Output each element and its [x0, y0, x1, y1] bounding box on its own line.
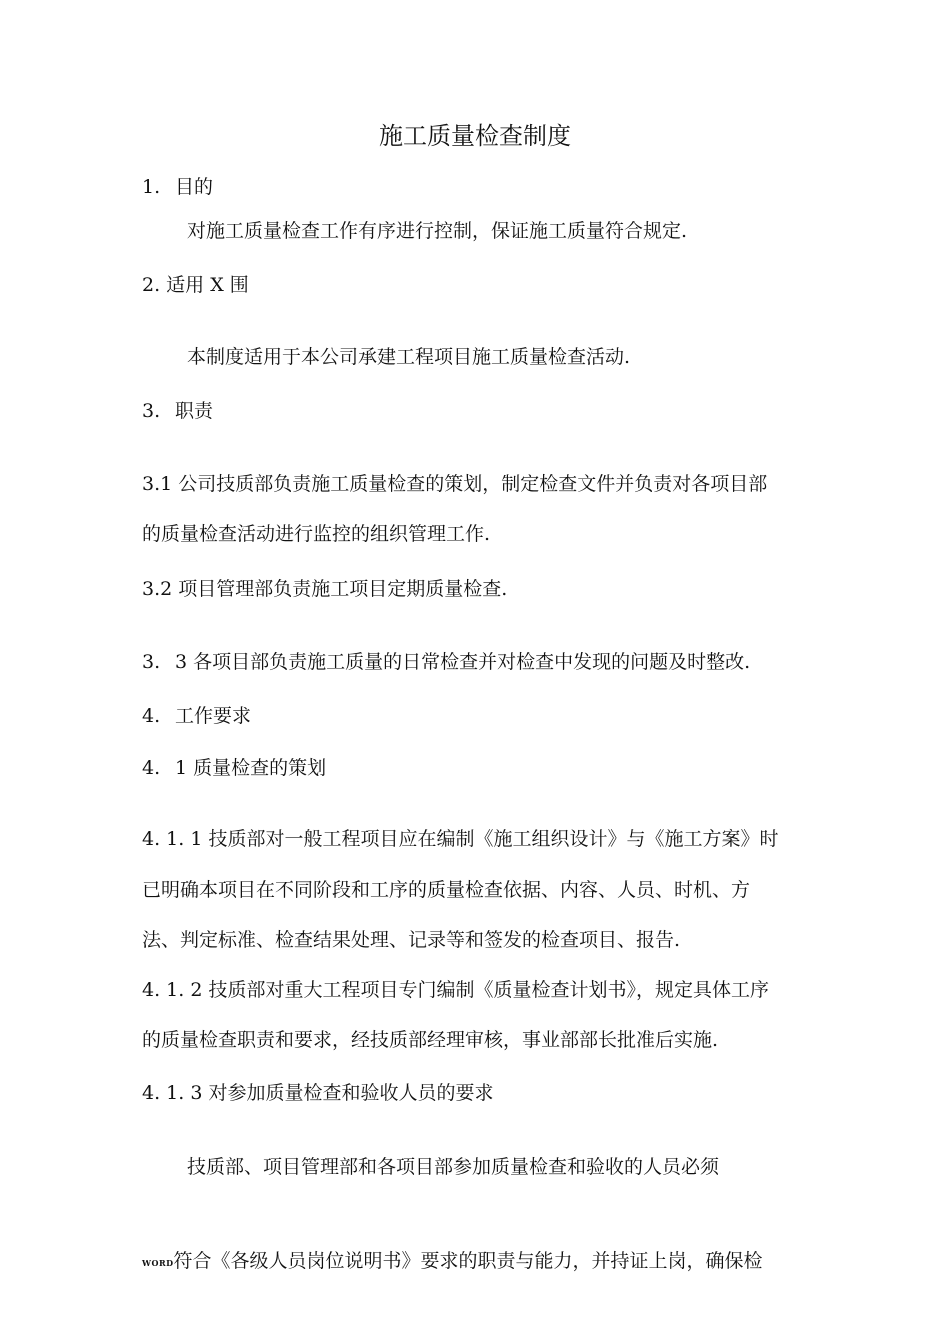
word-watermark-label: WORD — [142, 1258, 174, 1268]
paragraph-3-3 — [142, 650, 750, 674]
paragraph-4-1-3-line-1: 技质部、项目管理部和各项目部参加质量检查和验收的人员必须 — [187, 1156, 720, 1178]
section-heading-text: 目的 — [175, 176, 214, 198]
paragraph-text: 符合《各级人员岗位说明书》要求的职责与能力，并持证上岗，确保检 — [173, 1250, 763, 1272]
section-heading-requirements — [142, 704, 251, 728]
paragraph-3-2: 3.2 项目管理部负责施工项目定期质量检查. — [142, 578, 508, 600]
section-heading-scope: 2. 适用 X 围 — [142, 274, 249, 296]
paragraph-scope: 本制度适用于本公司承建工程项目施工质量检查活动. — [187, 346, 631, 368]
paragraph-4-1-3-line-2 — [142, 1249, 763, 1275]
subsection-heading-4-1-3: 4. 1. 3 对参加质量检查和验收人员的要求 — [142, 1082, 494, 1104]
section-number: 4. — [142, 757, 161, 779]
section-heading-text: 职责 — [175, 400, 214, 422]
section-number: 3. — [142, 651, 161, 673]
paragraph-4-1-1-line-2: 已明确本项目在不同阶段和工序的质量检查依据、内容、人员、时机、方 — [142, 879, 751, 901]
document-title: 施工质量检查制度 — [379, 122, 571, 150]
paragraph-4-1-1-line-1: 4. 1. 1 技质部对一般工程项目应在编制《施工组织设计》与《施工方案》时 — [142, 828, 779, 850]
section-heading-duties — [142, 399, 213, 423]
section-heading-text: 工作要求 — [175, 705, 252, 727]
paragraph-purpose: 对施工质量检查工作有序进行控制，保证施工质量符合规定. — [187, 220, 688, 242]
paragraph-4-1-2-line-2: 的质量检查职责和要求，经技质部经理审核，事业部部长批准后实施. — [142, 1029, 719, 1051]
paragraph-3-1-line-1: 3.1 公司技质部负责施工质量检查的策划，制定检查文件并负责对各项目部 — [142, 473, 768, 495]
section-number: 3. — [142, 400, 161, 422]
paragraph-4-1-2-line-1: 4. 1. 2 技质部对重大工程项目专门编制《质量检查计划书》，规定具体工序 — [142, 979, 769, 1001]
paragraph-3-1-line-2: 的质量检查活动进行监控的组织管理工作. — [142, 523, 491, 545]
section-number: 1. — [142, 176, 161, 198]
section-heading-text: 1 质量检查的策划 — [175, 757, 327, 779]
paragraph-text: 3 各项目部负责施工质量的日常检查并对检查中发现的问题及时整改. — [175, 651, 751, 673]
section-number: 4. — [142, 705, 161, 727]
section-heading-purpose — [142, 175, 213, 199]
paragraph-4-1-1-line-3: 法、判定标准、检查结果处理、记录等和签发的检查项目、报告. — [142, 929, 681, 951]
subsection-heading-4-1 — [142, 756, 326, 780]
